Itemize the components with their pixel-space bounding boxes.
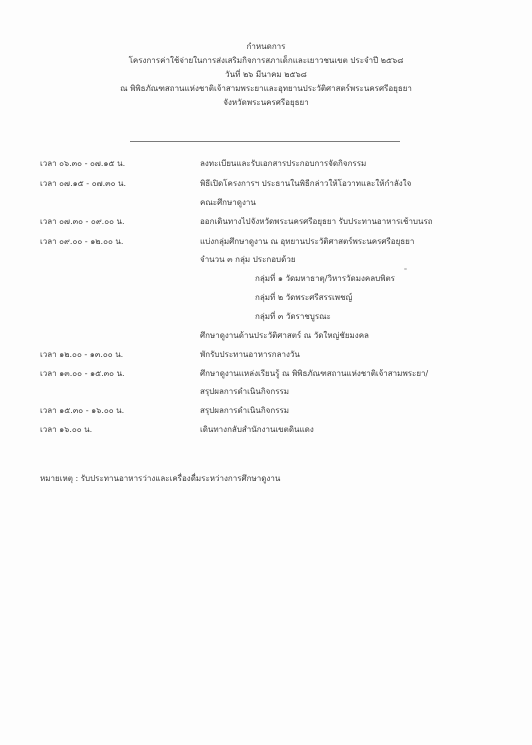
schedule-activity-continuation: คณะศึกษาดูงาน — [200, 198, 256, 207]
schedule-time: เวลา ๐๙.๐๐ - ๑๒.๐๐ น. — [40, 237, 124, 246]
schedule-activity: ออกเดินทางไปจังหวัดพระนครศรีอยุธยา รับประทานอาหารเช้าบนรถ — [200, 217, 433, 226]
schedule-activity: แบ่งกลุ่มศึกษาดูงาน ณ อุทยานประวัติศาสตร์พระนครศรีอยุธยา — [200, 237, 415, 246]
schedule-time: เวลา ๑๕.๓๐ - ๑๖.๐๐ น. — [40, 406, 125, 415]
footnote: หมายเหตุ : รับประทานอาหารว่างและเครื่องดื่มระหว่างการศึกษาดูงาน — [40, 474, 281, 483]
group-item: กลุ่มที่ ๓ วัดราชบูรณะ — [255, 312, 331, 321]
schedule-activity: สรุปผลการดำเนินกิจกรรม — [200, 406, 290, 415]
event-venue: ณ พิพิธภัณฑสถานแห่งชาติเจ้าสามพระยาและอุทยานประวัติศาสตร์พระนครศรีอยุธยา — [120, 84, 412, 93]
schedule-activity: พักรับประทานอาหารกลางวัน — [200, 350, 300, 359]
schedule-time: เวลา ๑๒.๐๐ - ๑๓.๐๐ น. — [40, 350, 124, 359]
schedule-activity: ศึกษาดูงานแหล่งเรียนรู้ ณ พิพิธภัณฑสถานแห่งชาติเจ้าสามพระยา/ — [200, 369, 429, 378]
scan-speck — [404, 268, 407, 270]
schedule-activity: ลงทะเบียนและรับเอกสารประกอบการจัดกิจกรรม — [200, 159, 367, 168]
schedule-activity-continuation: สรุปผลการดำเนินกิจกรรม — [200, 387, 290, 396]
group-item: กลุ่มที่ ๒ วัดพระศรีสรรเพชญ์ — [255, 293, 353, 302]
schedule-activity: เดินทางกลับสำนักงานเขตดินแดง — [200, 425, 314, 434]
document-title: กำหนดการ — [246, 42, 286, 51]
event-date: วันที่ ๒๖ มีนาคม ๒๕๖๘ — [225, 70, 307, 79]
document-header — [0, 40, 532, 110]
header-divider — [130, 141, 400, 142]
event-province: จังหวัดพระนครศรีอยุธยา — [223, 98, 309, 107]
schedule-activity-continuation: จำนวน ๓ กลุ่ม ประกอบด้วย — [200, 255, 296, 264]
schedule-activity-extra: ศึกษาดูงานด้านประวัติศาสตร์ ณ วัดใหญ่ชัยมงคล — [200, 331, 369, 340]
schedule-time: เวลา ๑๓.๐๐ - ๑๕.๓๐ น. — [40, 369, 125, 378]
schedule-time: เวลา ๑๖.๐๐ น. — [40, 425, 93, 434]
schedule-time: เวลา ๐๖.๓๐ - ๐๗.๑๕ น. — [40, 159, 126, 168]
group-item: กลุ่มที่ ๑ วัดมหาธาตุ/วิหารวัดมงคลบพิตร — [255, 274, 395, 283]
schedule-activity: พิธีเปิดโครงการฯ ประธานในพิธีกล่าวให้โอวาทและให้กำลังใจ — [200, 179, 412, 188]
project-name: โครงการค่าใช้จ่ายในการส่งเสริมกิจการสภาเด็กและเยาวชนเขต ประจำปี ๒๕๖๘ — [128, 56, 404, 65]
schedule-time: เวลา ๐๗.๓๐ - ๐๙.๐๐ น. — [40, 217, 125, 226]
schedule-time: เวลา ๐๗.๑๕ - ๐๗.๓๐ น. — [40, 179, 127, 188]
